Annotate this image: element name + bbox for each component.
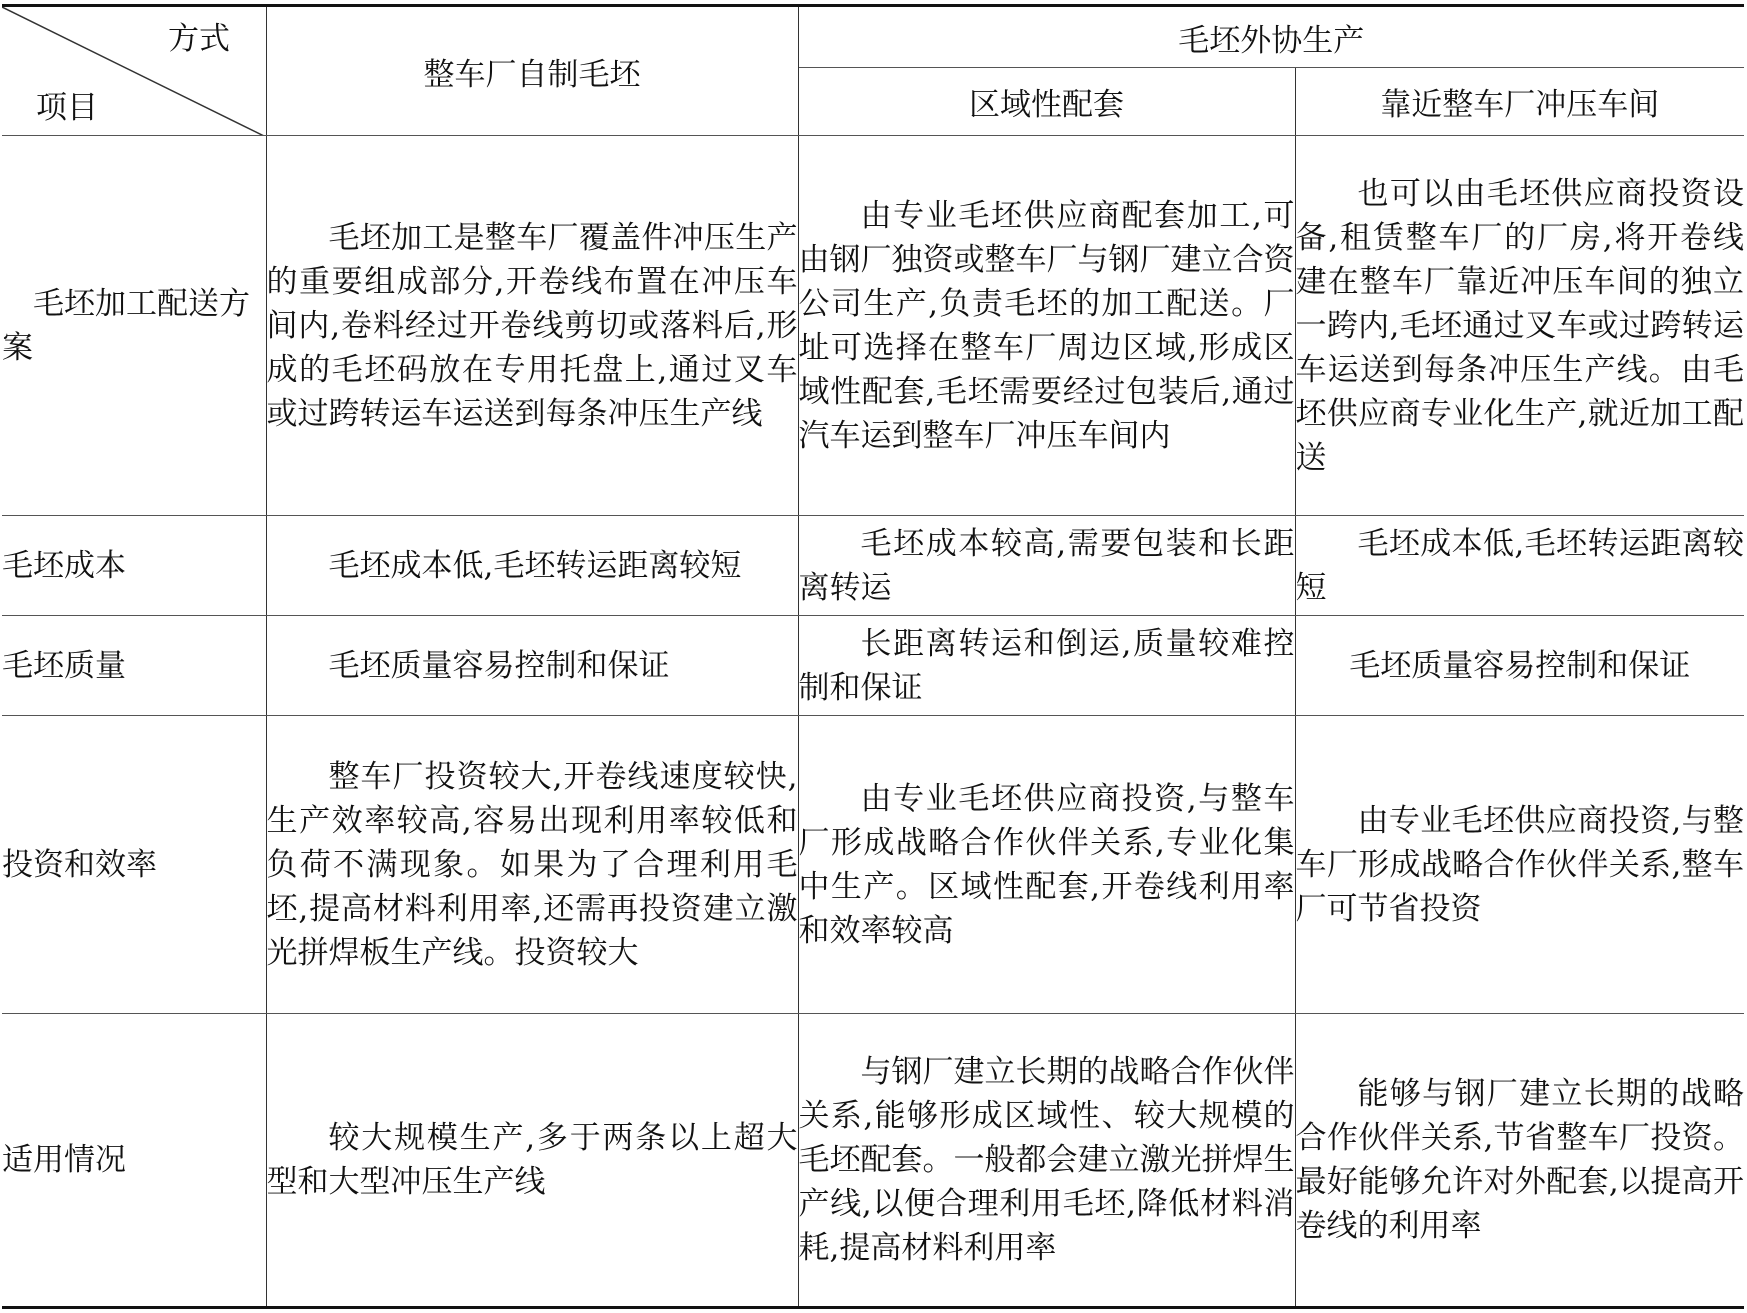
cell-regional: 由专业毛坯供应商配套加工,可由钢厂独资或整车厂与钢厂建立合资公司生产,负责毛坯的加工配送。厂址可选择在整车厂周边区域,形成区域性配套,毛坯需要经过包装后,通过汽车运到整车厂冲压车间内 — [798, 136, 1295, 516]
corner-label-method: 方式 — [168, 21, 230, 57]
cell-regional: 与钢厂建立长期的战略合作伙伴关系,能够形成区域性、较大规模的毛坯配套。一般都会建立激光拼焊生产线,以便合理利用毛坯,降低材料消耗,提高材料利用率 — [798, 1014, 1295, 1308]
cell-regional: 毛坯成本较高,需要包装和长距离转运 — [798, 516, 1295, 616]
cell-regional: 由专业毛坯供应商投资,与整车厂形成战略合作伙伴关系,专业化集中生产。区域性配套,开卷线利用率和效率较高 — [798, 716, 1295, 1014]
cell-near: 毛坯成本低,毛坯转运距离较短 — [1295, 516, 1744, 616]
table-row — [2, 716, 1744, 1014]
cell-near: 毛坯质量容易控制和保证 — [1295, 616, 1744, 716]
cell-self: 毛坯成本低,毛坯转运距离较短 — [266, 516, 798, 616]
cell-near: 由专业毛坯供应商投资,与整车厂形成战略合作伙伴关系,整车厂可节省投资 — [1295, 716, 1744, 1014]
row-label: 毛坯加工配送方案 — [2, 136, 266, 516]
cell-regional: 长距离转运和倒运,质量较难控制和保证 — [798, 616, 1295, 716]
cell-self: 毛坯质量容易控制和保证 — [266, 616, 798, 716]
header-outsourced: 毛坯外协生产 — [798, 6, 1744, 68]
table-row — [2, 136, 1744, 516]
cell-self: 整车厂投资较大,开卷线速度较快,生产效率较高,容易出现利用率较低和负荷不满现象。如果为了合理利用毛坯,提高材料利用率,还需再投资建立激光拼焊板生产线。投资较大 — [266, 716, 798, 1014]
cell-self: 毛坯加工是整车厂覆盖件冲压生产的重要组成部分,开卷线布置在冲压车间内,卷料经过开卷线剪切或落料后,形成的毛坯码放在专用托盘上,通过叉车或过跨转运车运送到每条冲压生产线 — [266, 136, 798, 516]
cell-near: 也可以由毛坯供应商投资设备,租赁整车厂的厂房,将开卷线建在整车厂靠近冲压车间的独立一跨内,毛坯通过叉车或过跨转运车运送到每条冲压生产线。由毛坯供应商专业化生产,就近加工配送 — [1295, 136, 1744, 516]
cell-near: 能够与钢厂建立长期的战略合作伙伴关系,节省整车厂投资。最好能够允许对外配套,以提高开卷线的利用率 — [1295, 1014, 1744, 1308]
corner-label-item: 项目 — [36, 90, 98, 126]
table-row — [2, 516, 1744, 616]
header-row-1 — [2, 6, 1744, 68]
header-near-press: 靠近整车厂冲压车间 — [1295, 68, 1744, 136]
row-label: 毛坯质量 — [2, 616, 266, 716]
comparison-table — [2, 4, 1744, 1309]
cell-self: 较大规模生产,多于两条以上超大型和大型冲压生产线 — [266, 1014, 798, 1308]
row-label: 适用情况 — [2, 1014, 266, 1308]
row-label: 投资和效率 — [2, 716, 266, 1014]
corner-header-cell — [2, 6, 266, 136]
table-row — [2, 616, 1744, 716]
header-regional: 区域性配套 — [798, 68, 1295, 136]
row-label: 毛坯成本 — [2, 516, 266, 616]
table-row — [2, 1014, 1744, 1308]
header-self-made: 整车厂自制毛坯 — [266, 6, 798, 136]
